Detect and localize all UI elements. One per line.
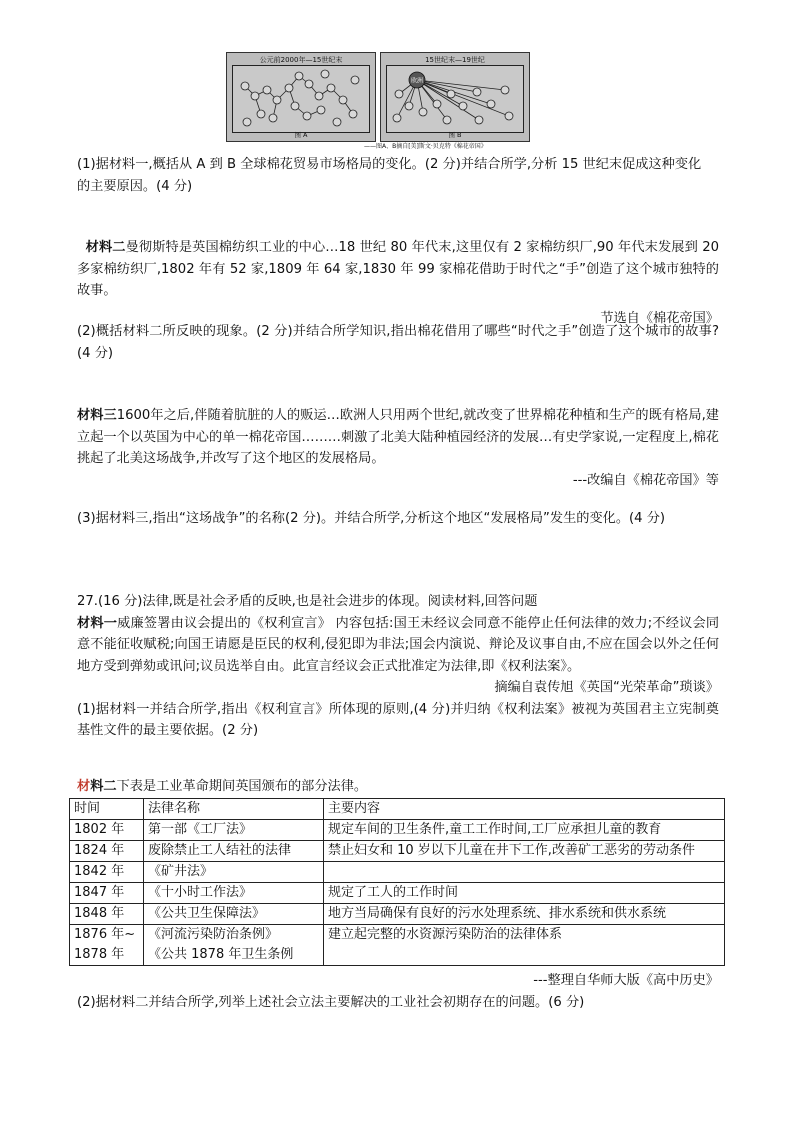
q27-material-1-source: 摘编自袁传旭《英国“光荣革命”琐谈》 bbox=[494, 680, 719, 695]
table-header-row bbox=[70, 799, 725, 820]
table-row bbox=[70, 883, 725, 904]
figure-panel-a bbox=[226, 52, 376, 142]
figure-source: ——图A、B摘自[美]斯文·贝克特《棉花帝国》 bbox=[364, 143, 487, 150]
q27-material-2-body: 下表是工业革命期间英国颁布的部分法律。 bbox=[116, 779, 368, 794]
question-3: (3)据材料三,指出“这场战争”的名称(2 分)。并结合所学,分析这个地区“发展格局”发生的变化。(4 分) bbox=[77, 511, 666, 526]
table-cell-content bbox=[324, 862, 725, 883]
q27-material-2 bbox=[77, 776, 719, 798]
material-3-heading: 材料三 bbox=[77, 408, 117, 423]
table-header-content: 主要内容 bbox=[324, 799, 725, 820]
table-cell-law: 第一部《工厂法》 bbox=[144, 820, 324, 841]
table-cell-law: 《公共卫生保障法》 bbox=[144, 904, 324, 925]
q27-question-2: (2)据材料二并结合所学,列举上述社会立法主要解决的工业社会初期存在的问题。(6 分) bbox=[77, 995, 585, 1010]
table-cell-law: 废除禁止工人结社的法律 bbox=[144, 841, 324, 862]
table-cell-law: 《十小时工作法》 bbox=[144, 883, 324, 904]
table-cell-content: 规定了工人的工作时间 bbox=[324, 883, 725, 904]
table-cell-time-start: 1876 年~ bbox=[74, 927, 136, 942]
material-2-body: 曼彻斯特是英国棉纺织工业的中心…18 世纪 80 年代末,这里仅有 2 家棉纺织厂,90 年代末发展到 20 多家棉纺织厂,1802 年有 52 家,1809 年 64 家,1830 年 99 家棉花借助于时代之“手”创造了这个城市独特的故事。 bbox=[77, 240, 719, 298]
table-cell-content: 建立起完整的水资源污染防治的法律体系 bbox=[324, 925, 725, 966]
table-cell-time: 1824 年 bbox=[70, 841, 144, 862]
q27-material-1-heading: 材料一 bbox=[77, 615, 118, 631]
panel-b-title: 15世纪末—19世纪 bbox=[425, 56, 485, 64]
material-2-text bbox=[77, 237, 719, 302]
material-3-body: 1600年之后,伴随着肮脏的人的贩运…欧洲人只用两个世纪,就改变了世界棉花种植和生产的既有格局,建立起一个以英国为中心的单一棉花帝国………刺激了北美大陆种植园经济的发展…有史学家说,一定程度上,棉花挑起了北美这场战争,并改写了这个地区的发展格局。 bbox=[77, 408, 719, 466]
table-row bbox=[70, 862, 725, 883]
table-cell-law bbox=[144, 925, 324, 966]
q27-question-1: (1)据材料一并结合所学,指出《权利宣言》所体现的原则,(4 分)并归纳《权利法案》被视为英国君主立宪制奠基性文件的最主要依据。(2 分) bbox=[77, 701, 719, 738]
panel-b-center-label: 欧洲 bbox=[410, 77, 424, 85]
table-cell-content: 地方当局确保有良好的污水处理系统、排水系统和供水系统 bbox=[324, 904, 725, 925]
table-cell-time bbox=[70, 925, 144, 966]
material-3-text bbox=[77, 405, 719, 470]
cotton-trade-figure bbox=[226, 52, 528, 148]
q27-material-2-heading-red: 材 bbox=[77, 779, 91, 794]
material-2 bbox=[77, 237, 719, 329]
table-cell-law-a: 《河流污染防治条例》 bbox=[148, 927, 279, 942]
q27-material-1-text bbox=[77, 613, 719, 678]
panel-b-network bbox=[387, 66, 523, 132]
material-2-heading: 材料二 bbox=[85, 240, 126, 255]
material-2-source: 节选自《棉花帝国》 bbox=[600, 310, 719, 326]
laws-table bbox=[69, 798, 725, 966]
panel-a-network bbox=[233, 66, 369, 132]
panel-a-label: 图 A bbox=[294, 131, 308, 139]
table-cell-content: 禁止妇女和 10 岁以下儿童在井下工作,改善矿工恶劣的劳动条件 bbox=[324, 841, 725, 862]
material-3 bbox=[77, 405, 719, 491]
table-row bbox=[70, 820, 725, 841]
q27-material-2-heading: 料二 bbox=[90, 779, 117, 794]
table-cell-time: 1802 年 bbox=[70, 820, 144, 841]
table-cell-content: 规定车间的卫生条件,童工工作时间,工厂应承担儿童的教育 bbox=[324, 820, 725, 841]
table-header-time: 时间 bbox=[70, 799, 144, 820]
table-cell-time: 1848 年 bbox=[70, 904, 144, 925]
table-row bbox=[70, 841, 725, 862]
material-3-source: ---改编自《棉花帝国》等 bbox=[572, 472, 719, 488]
question-2: (2)概括材料二所反映的现象。(2 分)并结合所学知识,指出棉花借用了哪些“时代之手”创造了这个城市的故事?(4 分) bbox=[77, 324, 719, 361]
table-cell-law: 《矿井法》 bbox=[144, 862, 324, 883]
table-row bbox=[70, 925, 725, 966]
figure-panel-b bbox=[380, 52, 530, 142]
panel-a-title: 公元前2000年—15世纪末 bbox=[259, 56, 343, 64]
table-cell-time: 1842 年 bbox=[70, 862, 144, 883]
table-cell-time: 1847 年 bbox=[70, 883, 144, 904]
table-header-law: 法律名称 bbox=[144, 799, 324, 820]
q27-material-1-body: 威廉签署由议会提出的《权利宣言》 内容包括:国王未经议会同意不能停止任何法律的效力;不经议会同意不能征收赋税;向国王请愿是臣民的权利,侵犯即为非法;国会内演说、辩论及议事自由,不应在国会以外之任何地方受到弹劾或讯问;议员选举自由。此宣言经议会正式批准定为法律,即《权利法案》。 bbox=[77, 615, 720, 674]
table-row bbox=[70, 904, 725, 925]
question-1-line-1: (1)据材料一,概括从 A 到 B 全球棉花贸易市场格局的变化。(2 分)并结合所学,分析 15 世纪末促成这种变化 bbox=[77, 157, 702, 172]
table-cell-time-end: 1878 年 bbox=[74, 947, 125, 962]
question-1-line-2: 的主要原因。(4 分) bbox=[77, 178, 193, 194]
q27-material-2-text bbox=[77, 776, 719, 798]
panel-b-label: 图 B bbox=[448, 131, 462, 139]
question-27-intro: 27.(16 分)法律,既是社会矛盾的反映,也是社会进步的体现。阅读材料,回答问题 bbox=[77, 594, 538, 609]
table-cell-law-b: 《公共 1878 年卫生条例 bbox=[148, 947, 294, 962]
question-1 bbox=[77, 154, 719, 197]
table-source: ---整理自华师大版《高中历史》 bbox=[533, 973, 719, 988]
question-27 bbox=[77, 591, 719, 742]
